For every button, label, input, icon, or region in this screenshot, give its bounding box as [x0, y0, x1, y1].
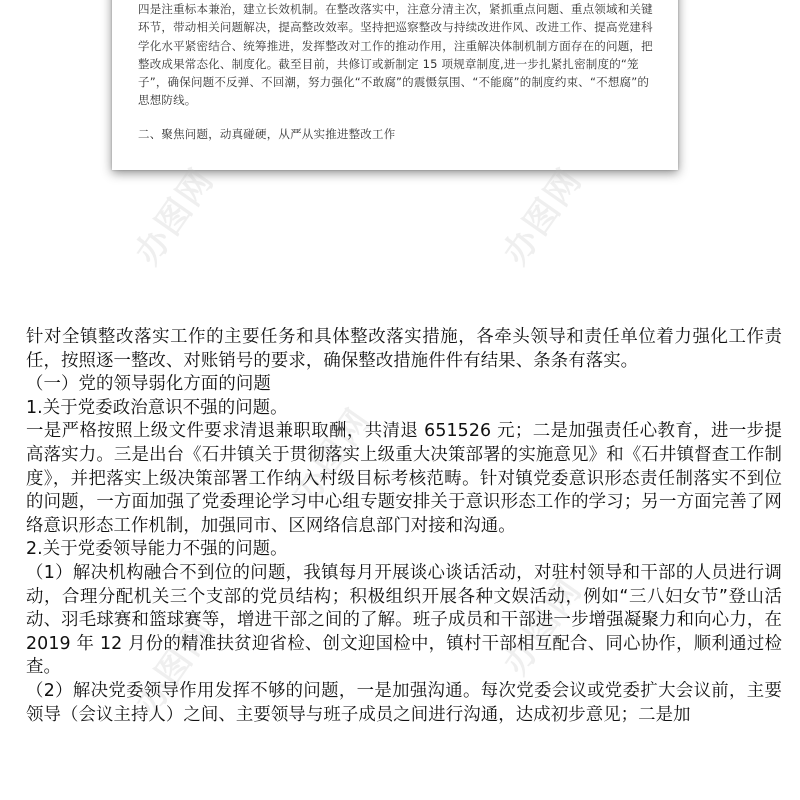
body-paragraph: 一是严格按照上级文件要求清退兼职取酬，共清退 651526 元；二是加强责任心教育，进一步提高落实力。三是出台《石井镇关于贯彻落实上级重大决策部署的实施意见》和《石井镇督查工作制度》，并把落实上级决策部署工作纳入村级目标考核范畴。针对镇党委意识形态责任制落实不到位的问题，一方面加强了党委理论学习中心组专题安排关于意识形态工作的学习；另一方面完善了网络意识形态工作机制，加强同市、区网络信息部门对接和沟通。 [26, 421, 782, 536]
section-heading: （一）党的领导弱化方面的问题 [26, 374, 271, 395]
watermark: 办图网 [284, 400, 380, 513]
body-paragraph: 针对全镇整改落实工作的主要任务和具体整改落实措施，各牵头领导和责任单位着力强化工作责任，按照逐一整改、对账销号的要求，确保整改措施件件有结果、条条有落实。 [26, 327, 782, 371]
document-preview-card [112, 0, 678, 170]
subsection-heading: 1.关于党委政治意识不强的问题。 [26, 397, 288, 418]
subsection-heading: 2.关于党委领导能力不强的问题。 [26, 539, 288, 560]
preview-paragraph-4: 四是注重标本兼治，建立长效机制。在整改落实中，注意分清主次，紧抓重点问题、重点领域和关键环节，带动相关问题解决，提高整改效率。坚持把巡察整改与持续改进作风、改进工作、提高党建科学化水平紧密结合、统筹推进，发挥整改对工作的推动作用，注重解决体制机制方面存在的问题，把整改成果常态化、制度化。截至目前，共修订或新制定 15 项规章制度,进一步扎紧扎密制度的“笼子”，确保问题不反弹、不回潮，努力强化“不敢腐”的震慑氛围、“不能腐”的制度约束、“不想腐”的思想防线。 [138, 2, 653, 108]
watermark: 办图网 [127, 610, 223, 723]
watermark: 办图网 [495, 570, 591, 683]
preview-text [138, 0, 656, 144]
document-body [26, 326, 782, 727]
body-paragraph: （1）解决机构融合不到位的问题，我镇每月开展谈心谈话活动，对驻村领导和干部的人员进行调动，合理分配机关三个支部的党员结构；积极组织开展各种文娱活动，例如“三八妇女节”登山活动、羽毛球赛和篮球赛等，增进干部之间的了解。班子成员和干部进一步增强凝聚力和向心力，在 2019 年 12 月份的精准扶贫迎省检、创文迎国检中，镇村干部相互配合、同心协作，顺利通过检查。 [26, 562, 782, 678]
body-paragraph: （2）解决党委领导作用发挥不够的问题，一是加强沟通。每次党委会议或党委扩大会议前，主要领导（会议主持人）之间、主要领导与班子成员之间进行沟通，达成初步意见；二是加 [26, 680, 782, 725]
preview-section-heading: 二、聚焦问题，动真碰硬，从严从实推进整改工作 [138, 127, 396, 142]
watermark: 办图网 [127, 160, 223, 273]
watermark: 办图网 [495, 160, 591, 273]
